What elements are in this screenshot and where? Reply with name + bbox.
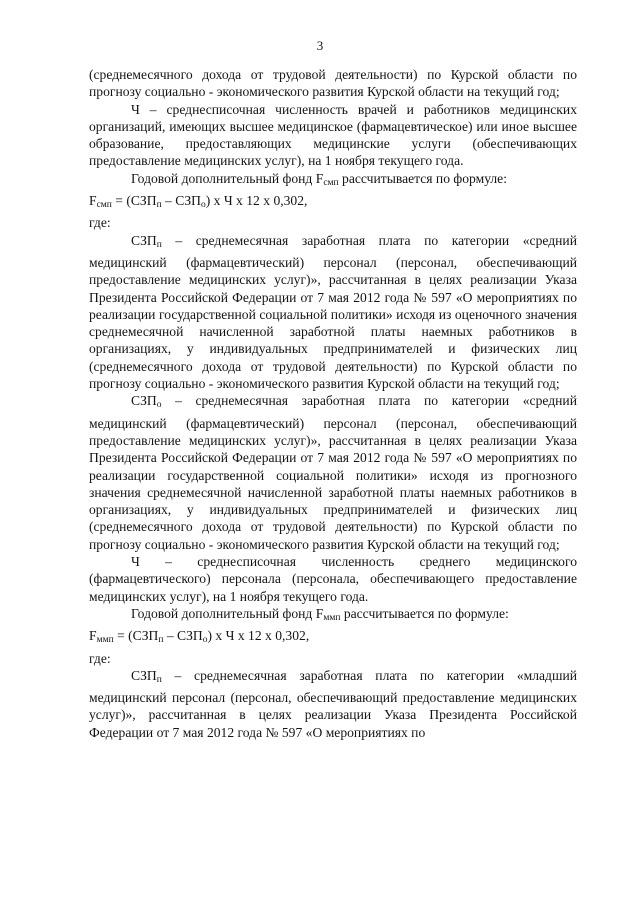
formula-text: ) х Ч х 12 х 0,302, [207, 628, 310, 644]
paragraph [89, 232, 577, 393]
symbol: СЗП [131, 667, 157, 683]
subscript: о [202, 635, 208, 646]
subscript: о [200, 200, 206, 211]
subscript: п [156, 674, 162, 685]
text: Годовой дополнительный фонд F [131, 170, 324, 186]
text: – среднемесячная заработная плата по категории «младший медицинский персонал (персонал, обеспечивающий предоставление медицинских услуг)», рассчитанная в целях реализации Указа Президента Российской Федерации от 7 мая 2012 года № 597 «О мероприятиях по [89, 667, 577, 740]
symbol: СЗП [131, 232, 157, 248]
subscript: смп [323, 177, 339, 188]
paragraph [89, 667, 577, 741]
subscript: п [156, 239, 162, 250]
formula-text: = (СЗП [113, 628, 159, 644]
subscript: о [156, 400, 162, 411]
formula-text: = (СЗП [111, 193, 157, 209]
subscript: п [158, 635, 164, 646]
text: рассчитывается по формуле: [340, 605, 509, 621]
formula-text: ) х Ч х 12 х 0,302, [205, 193, 308, 209]
document-body [89, 66, 577, 741]
paragraph: Ч – среднесписочная численность врачей и работников медицинских организаций, имеющих высшее медицинское (фармацевтическое) или иное высшее образование, предоставляющих медицинские услуги (обеспечивающих предоставление медицинских услуг), на 1 ноября текущего года. [89, 101, 577, 169]
paragraph [89, 170, 577, 192]
subscript: ммп [96, 635, 114, 646]
where-label: где: [89, 215, 111, 231]
formula [89, 627, 577, 649]
formula-text: – СЗП [161, 193, 201, 209]
formula-symbol: F [89, 628, 97, 644]
where-label: где: [89, 650, 111, 666]
paragraph: Ч – среднесписочная численность среднего медицинского (фармацевтического) персонала (персонала, обеспечивающего предоставление медицинских услуг), на 1 ноября текущего года. [89, 554, 577, 604]
symbol: СЗП [131, 393, 157, 409]
text: – среднемесячная заработная плата по категории «средний медицинский (фармацевтический) персонал (персонал, обеспечивающий предоставление медицинских услуг)», рассчитанная в целях реализации Указа Президента Российской Федерации от 7 мая 2012 года № 597 «О мероприятиях по реализации государственной социальной политики» исходя из оценочного значения среднемесячной начисленной заработной платы наемных работников в организациях, у индивидуальных предпринимателей и физических лиц (среднемесячного дохода от трудовой деятельности) по Курской области по прогнозу социально - экономического развития Курской области на текущий год; [89, 232, 577, 392]
paragraph: (среднемесячного дохода от трудовой деятельности) по Курской области по прогнозу социально - экономического развития Курской области на текущий год; [89, 67, 577, 100]
paragraph [89, 392, 577, 553]
subscript: смп [96, 200, 112, 211]
formula [89, 192, 577, 214]
subscript: ммп [323, 612, 341, 623]
subscript: п [156, 200, 162, 211]
text: – среднемесячная заработная плата по категории «средний медицинский (фармацевтический) персонал (персонал, обеспечивающий предоставление медицинских услуг)», рассчитанная в целях реализации Указа Президента Российской Федерации от 7 мая 2012 года № 597 «О мероприятиях по реализации государственной социальной политики» исходя из прогнозного значения среднемесячной начисленной заработной платы наемных работников в организациях, у индивидуальных предпринимателей и физических лиц (среднемесячного дохода от трудовой деятельности) по Курской области по прогнозу социально - экономического развития Курской области на текущий год; [89, 393, 577, 552]
formula-text: – СЗП [163, 628, 203, 644]
text: рассчитывается по формуле: [338, 170, 507, 186]
page-number: 3 [316, 38, 324, 53]
formula-symbol: F [89, 193, 97, 209]
paragraph [89, 605, 577, 627]
text: Годовой дополнительный фонд F [131, 605, 324, 621]
